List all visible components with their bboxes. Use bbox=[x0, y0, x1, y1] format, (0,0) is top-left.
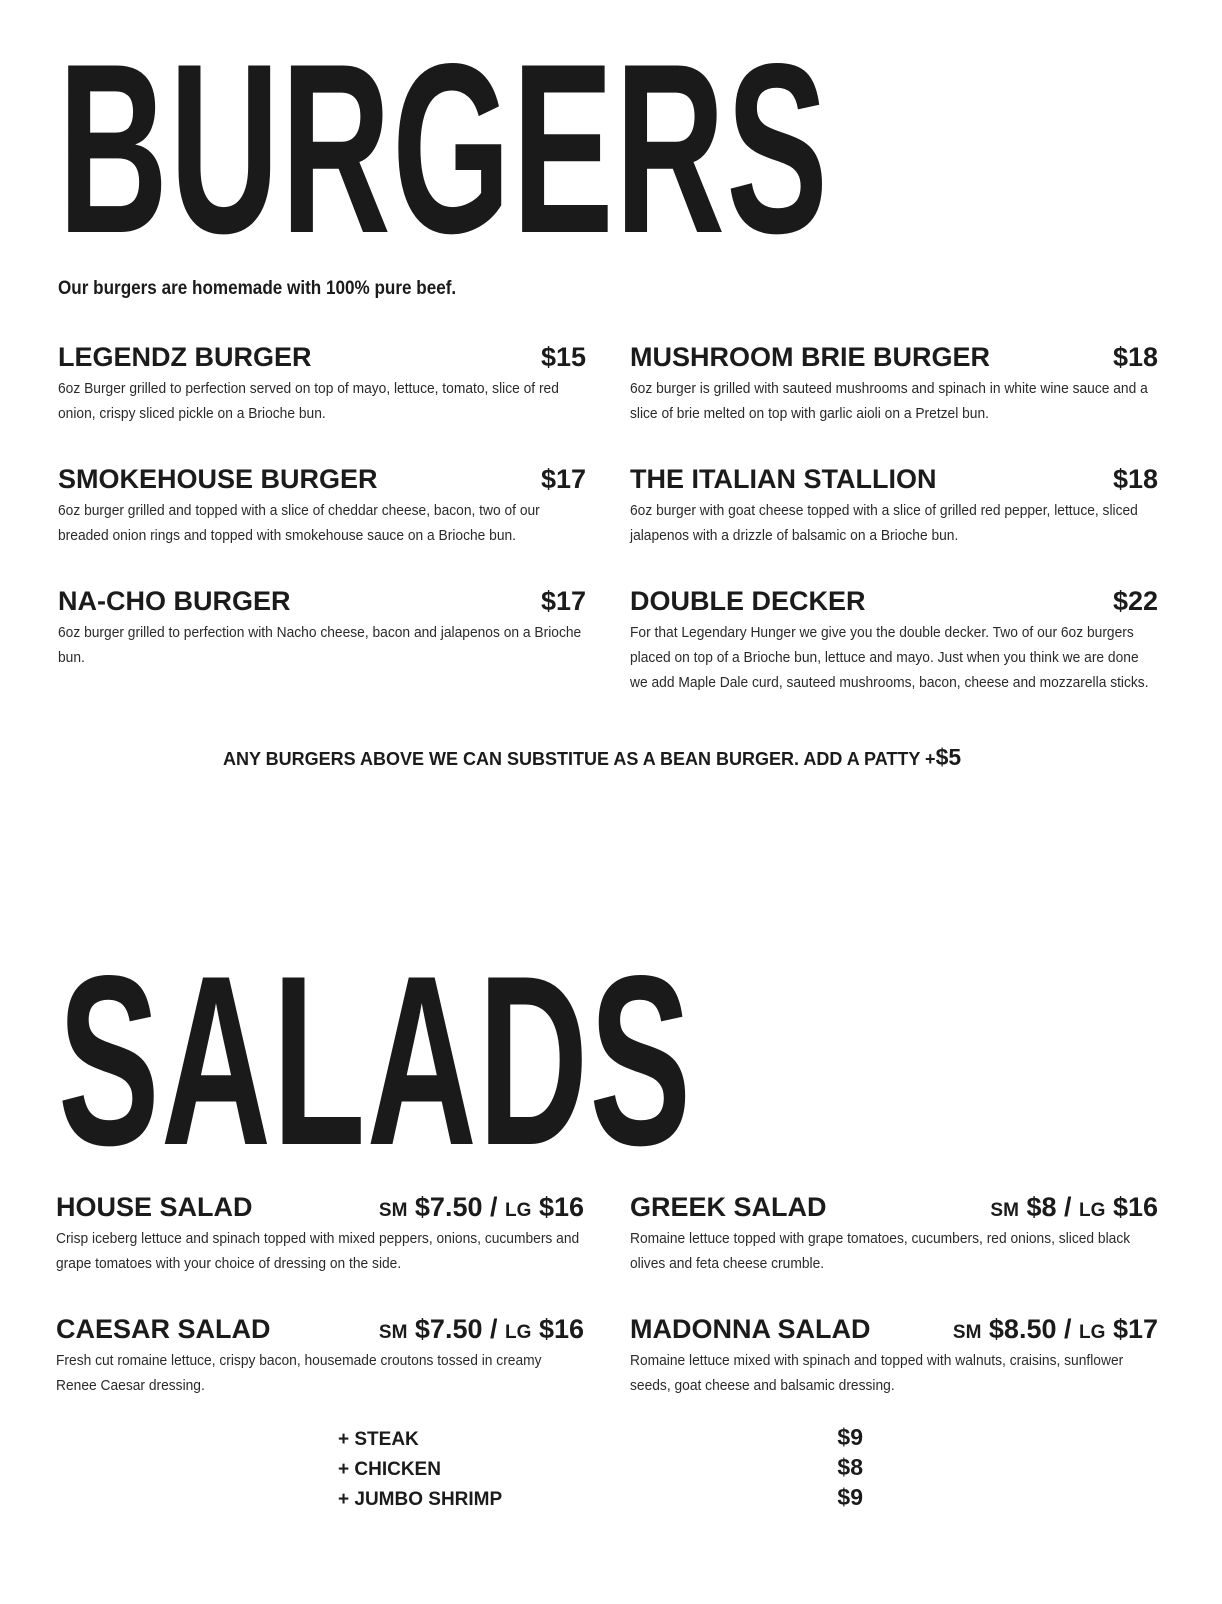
burgers-title: BURGERS bbox=[58, 14, 830, 284]
item-price bbox=[379, 1192, 584, 1223]
item-description: 6oz Burger grilled to perfection served on top of mayo, lettuce, tomato, slice of red onion, crispy sliced pickle on a Brioche bun. bbox=[58, 380, 559, 422]
item-name: NA-CHO BURGER bbox=[58, 586, 291, 616]
price-separator: / bbox=[1064, 1314, 1072, 1344]
item-description: Romaine lettuce topped with grape tomatoes, cucumbers, red onions, sliced black olives and feta cheese crumble. bbox=[630, 1230, 1131, 1272]
bean-burger-note bbox=[223, 744, 961, 771]
size-small-label: SM bbox=[952, 1322, 982, 1343]
price-small: $8 bbox=[1026, 1192, 1057, 1222]
salads-title: SALADS bbox=[58, 926, 693, 1196]
addon-price: $8 bbox=[837, 1454, 863, 1480]
price-separator: / bbox=[490, 1192, 498, 1222]
item-price bbox=[379, 1314, 584, 1345]
menu-item bbox=[58, 586, 586, 670]
item-description: Fresh cut romaine lettuce, crispy bacon, housemade croutons tossed in creamy Renee Caesar dressing. bbox=[56, 1352, 542, 1394]
menu-item bbox=[56, 1192, 584, 1276]
addon-label: + CHICKEN bbox=[338, 1459, 441, 1480]
size-large-label: LG bbox=[1079, 1200, 1106, 1221]
price-large: $16 bbox=[538, 1314, 584, 1344]
menu-item bbox=[630, 586, 1158, 695]
menu-item bbox=[630, 342, 1158, 426]
item-description: 6oz burger with goat cheese topped with a slice of grilled red pepper, lettuce, sliced jalapenos with a drizzle of balsamic on a Brioche bun. bbox=[630, 502, 1138, 544]
item-name: HOUSE SALAD bbox=[56, 1192, 253, 1222]
price-large: $17 bbox=[1112, 1314, 1158, 1344]
item-description: 6oz burger is grilled with sauteed mushrooms and spinach in white wine sauce and a slice of brie melted on top with garlic aioli on a Pretzel bun. bbox=[630, 380, 1148, 422]
price-separator: / bbox=[1064, 1192, 1072, 1222]
menu-item bbox=[58, 342, 586, 426]
item-price: $15 bbox=[540, 342, 586, 372]
item-price: $22 bbox=[1112, 586, 1158, 616]
price-large: $16 bbox=[538, 1192, 584, 1222]
item-description: Crisp iceberg lettuce and spinach topped with mixed peppers, onions, cucumbers and grape tomatoes with your choice of dressing on the side. bbox=[56, 1230, 580, 1272]
salad-addons bbox=[338, 1424, 863, 1514]
item-name: CAESAR SALAD bbox=[56, 1314, 271, 1344]
price-separator: / bbox=[490, 1314, 498, 1344]
item-price: $18 bbox=[1112, 464, 1158, 494]
item-price: $17 bbox=[540, 586, 586, 616]
item-description: 6oz burger grilled to perfection with Nacho cheese, bacon and jalapenos on a Brioche bun. bbox=[58, 624, 582, 666]
item-price: $17 bbox=[540, 464, 586, 494]
note-price: $5 bbox=[935, 744, 962, 770]
menu-item bbox=[630, 464, 1158, 548]
item-name: GREEK SALAD bbox=[630, 1192, 827, 1222]
price-small: $7.50 bbox=[414, 1314, 483, 1344]
note-text: ANY BURGERS ABOVE WE CAN SUBSTITUE AS A BEAN BURGER. ADD A PATTY + bbox=[223, 749, 936, 769]
item-name: MADONNA SALAD bbox=[630, 1314, 871, 1344]
burgers-intro: Our burgers are homemade with 100% pure beef. bbox=[58, 278, 457, 299]
item-description: Romaine lettuce mixed with spinach and topped with walnuts, craisins, sunflower seeds, goat cheese and balsamic dressing. bbox=[630, 1352, 1124, 1394]
item-price bbox=[990, 1192, 1158, 1223]
item-name: MUSHROOM BRIE BURGER bbox=[630, 342, 991, 372]
size-large-label: LG bbox=[505, 1322, 532, 1343]
item-description: For that Legendary Hunger we give you the double decker. Two of our 6oz burgers placed on top of a Brioche bun, lettuce and mayo. Just when you think we are done we add Maple Dale curd, sauteed mushrooms, bacon, cheese and mozzarella sticks. bbox=[630, 624, 1149, 691]
price-small: $7.50 bbox=[414, 1192, 483, 1222]
price-large: $16 bbox=[1112, 1192, 1158, 1222]
addon-label: + JUMBO SHRIMP bbox=[338, 1489, 503, 1510]
menu-item bbox=[630, 1192, 1158, 1276]
item-price: $18 bbox=[1112, 342, 1158, 372]
price-small: $8.50 bbox=[988, 1314, 1057, 1344]
menu-item bbox=[58, 464, 586, 548]
addon-row bbox=[338, 1424, 863, 1454]
item-name: THE ITALIAN STALLION bbox=[630, 464, 937, 494]
addon-row bbox=[338, 1454, 863, 1484]
size-small-label: SM bbox=[990, 1200, 1019, 1221]
addon-row bbox=[338, 1484, 863, 1514]
menu-item bbox=[56, 1314, 584, 1398]
addon-label: + STEAK bbox=[338, 1429, 419, 1450]
size-small-label: SM bbox=[378, 1322, 408, 1343]
size-large-label: LG bbox=[1079, 1322, 1106, 1343]
item-price bbox=[953, 1314, 1158, 1345]
item-description: 6oz burger grilled and topped with a slice of cheddar cheese, bacon, two of our breaded onion rings and topped with smokehouse sauce on a Brioche bun. bbox=[58, 502, 540, 544]
addon-price: $9 bbox=[837, 1484, 863, 1510]
menu-item bbox=[630, 1314, 1158, 1398]
addon-price: $9 bbox=[837, 1424, 863, 1450]
size-small-label: SM bbox=[378, 1200, 408, 1221]
item-name: SMOKEHOUSE BURGER bbox=[58, 464, 378, 494]
item-name: DOUBLE DECKER bbox=[630, 586, 866, 616]
size-large-label: LG bbox=[505, 1200, 532, 1221]
item-name: LEGENDZ BURGER bbox=[58, 342, 312, 372]
